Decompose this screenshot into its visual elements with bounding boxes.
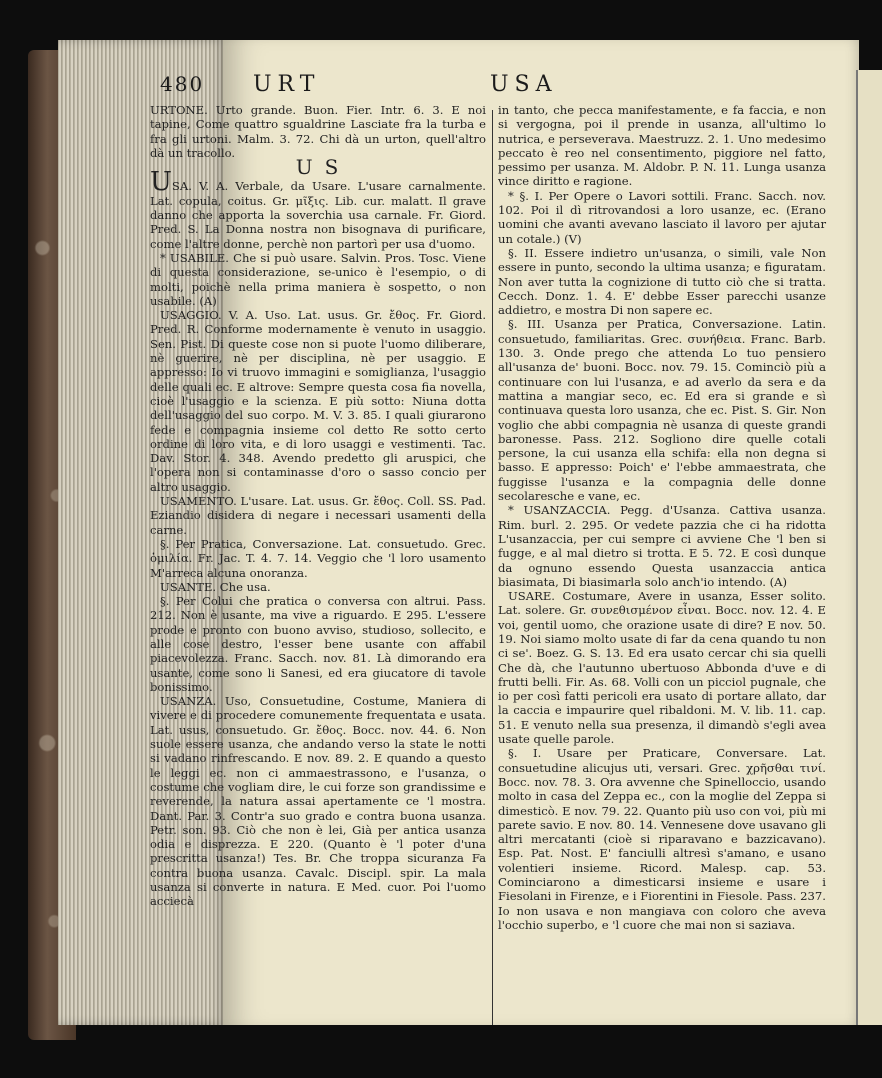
dictionary-entry: * §. I. Per Opere o Lavori sottili. Franc. Sacch. nov. 102. Poi il dì ritrovandosi a loro usanze, ec. (Erano uomini che avanti avevano lasciato il lavoro per ajutar un cotale.) (V) (498, 188, 826, 246)
dictionary-entry: USANTE. Che usa. (160, 579, 271, 594)
dictionary-entry: USAMENTO. L'usare. Lat. usus. Gr. ἔθος. Coll. SS. Pad. Eziandio disidera di negare i necessari usamenti della carne. (150, 494, 486, 537)
dictionary-entry: §. III. Usanza per Pratica, Conversazione. Latin. consuetudo, familiaritas. Grec. συνήθεια. Franc. Barb. 130. 3. Onde prego che attenda Lo tuo pensiero all'usanza de' buoni. Bocc. nov. 79. 15. Cominciò più a continuare con lui l'usanza, e ad averlo da sera e da mattina a mangiar seco, ec. Ed era si grande e sì continuava questa loro usanza, che ec. Pist. S. Gir. Non voglio che abbi compagnia nè usanza di queste grandi baronesse. Pass. 212. Sogliono dire quelle cotali persone, la cui usanza ella schifa: ella non degna si basso. E appresso: Poich' e' l'ebbe ammaestrata, che fuggisse l'usanza e la compagnia delle donne secolaresche e vane, ec. (498, 317, 826, 504)
dictionary-entry: * USABILE. Che si può usare. Salvin. Pros. Tosc. Viene di questa considerazione, se-unico è l'esempio, o di molti, poichè nella prima maniera è sospetto, o non usabile. (A) (150, 250, 486, 308)
dictionary-entry: URTONE. Urto grande. Buon. Fier. Intr. 6. 3. E noi tapine, Come quattro sgualdrine Lasciate fra la turba e fra gli urtoni. Malm. 3. 72. Chi dà un urton, quell'altro dà un tracollo. (150, 103, 486, 160)
dictionary-entry (150, 167, 486, 251)
page-number: 480 (160, 72, 205, 96)
dictionary-entry: USANZA. Uso, Consuetudine, Costume, Maniera di vivere e di procedere comunemente frequentata e usata. Lat. usus, consuetudo. Gr. ἔθος. Bocc. nov. 44. 6. Non suole essere usanza, che andando verso la state le notti si vadano rinfrescando. E nov. 89. 2. E quando a questo le leggi ec. non ci ammaestrassono, e l'usanza, o costume che vogliam dire, le cui forze son grandissime e reverende, la natura assai apertamente ce 'l mostra. Dant. Par. 3. Contr'a suo grado e contra buona usanza. Petr. son. 93. Ciò che non è lei, Già per antica usanza odia e disprezza. E 220. (Quanto è 'l poter d'una prescritta usanza!) Tes. Br. Che troppa sicuranza Fa contra buona usanza. Cavalc. Discipl. spir. La mala usanza si converte in natura. E Med. cuor. Poi l'uomo acciecà (150, 694, 486, 909)
section-title: US (295, 155, 351, 180)
running-head-right: USA (490, 72, 558, 97)
dictionary-entry: §. II. Essere indietro un'usanza, o simili, vale Non essere in punto, secondo la ultima usanza; e figuratam. Non aver tutta la cognizione di tutto ciò che si tratta. Cecch. Donz. 1. 4. E' debbe Esser parecchi usanze addietro, e mostra Di non sapere ec. (498, 245, 826, 318)
entry-text: SA. V. A. Verbale, da Usare. L'usare carnalmente. Lat. copula, coitus. Gr. μῖξις. Lib. cur. malatt. Il grave danno che apporta la soverchia usa carnale. Fr. Giord. Pred. S. La Donna nostra non bisognava di purificare, come l'altre donne, perchè non partorì per usa d'uomo. (150, 179, 486, 251)
right-text-column (498, 103, 826, 932)
column-divider (492, 110, 493, 1025)
dictionary-entry: §. Per Pratica, Conversazione. Lat. consuetudo. Grec. ὁμιλία. Fr. Jac. T. 4. 7. 14. Veggio che 'l loro usamento M'arreca alcuna onoranza. (150, 536, 486, 580)
running-head-left: URT (253, 72, 321, 97)
dictionary-entry: §. Per Colui che pratica o conversa con altrui. Pass. 212. Non è usante, ma vive a riguardo. E 295. L'essere prode e pronto con buono avviso, studioso, sollecito, e alle cose destro, l'esser bene usante con affabil piacevolezza. Franc. Sacch. nov. 81. Là dimorando era usante, come sono li Sanesi, ed era giucatore di tavole bonissimo. (150, 594, 486, 694)
dictionary-entry: §. I. Usare per Praticare, Conversare. Lat. consuetudine alicujus uti, versari. Grec. χρῆσθαι τινί. Bocc. nov. 78. 3. Ora avvenne che Spinelloccio, usando molto in casa del Zeppa ec., con la moglie del Zeppa si dimesticò. E nov. 79. 22. Quanto più uso con voi, più mi parete savio. E nov. 80. 14. Vennesene dove usavano gli altri mercatanti (cioè si riparavano e bazzicavano). Esp. Pat. Nost. E' fanciulli altresì s'amano, e usano volentieri insieme. Ricord. Malesp. cap. 53. Cominciarono a dimesticarsi insieme e usare i Fiesolani in Firenze, e i Fiorentini in Fiesole. Pass. 237. Io non usava e non mangiava con coloro che aveva l'occhio superbo, e 'l cuore che mai non si saziava. (498, 746, 826, 932)
dictionary-entry: USAGGIO. V. A. Uso. Lat. usus. Gr. ἔθος. Fr. Giord. Pred. R. Conforme modernamente è venuto in usaggio. Sen. Pist. Di queste cose non si puote l'uomo diliberare, nè guerire, nè per disciplina, nè per usaggio. E appresso: Io vi truovo immagini e somiglianza, l'usaggio delle quali ec. E altrove: Sempre questa cosa fia novella, cioè l'usaggio e la scienza. E più sotto: Niuna dotta dell'usaggio del suo corpo. M. V. 3. 85. I quali giurarono fede e compagnia insieme col detto Re sotto certo ordine di loro vita, e di loro usaggi e vestimenti. Tac. Dav. Stor. 4. 348. Avendo predetto gli aruspici, che l'opera non si contaminasse d'oro o sasso concio per altro usaggio. (150, 308, 486, 494)
drop-cap: U (150, 167, 172, 198)
dictionary-entry: in tanto, che pecca manifestamente, e fa faccia, e non si vergogna, poi il prende in usanza, all'ultimo lo nutrica, e perseverava. Maestruzz. 2. 1. Uno medesimo peccato è reo nel consentimento, piggiore nel fatto, pessimo per usanza. M. Aldobr. P. N. 11. Lunga usanza vince diritto e ragione. (498, 103, 826, 189)
facing-page-edge (856, 70, 882, 1025)
dictionary-entry: USARE. Costumare, Avere in usanza, Esser solito. Lat. solere. Gr. συνεθισμένον εἶναι. Bocc. nov. 12. 4. E voi, gentil uomo, che orazione usate di dire? E nov. 50. 19. Noi siamo molto usate di far da cena quando tu non ci se'. Boez. G. S. 13. Ed era usato cercar chi sia quelli Che dà, che l'autunno ubertuoso Abbonda d'uve e di frutti belli. Fir. As. 68. Volli con un picciol pugnale, che io per così fatti pericoli era usato di portare allato, dar la caccia e impaurire quel ribaldoni. M. V. lib. 11. cap. 51. E venuto nella sua presenza, il dimandò s'egli avea usate quelle parole. (498, 589, 826, 747)
dictionary-entry: * USANZACCIA. Pegg. d'Usanza. Cattiva usanza. Rim. burl. 2. 295. Or vedete pazzia che ci ha ridotta L'usanzaccia, per cui sempre ci avviene Che 'l ben si fugge, e al mal dietro si trotta. E 5. 72. E così dunque da ognuno essendo Questa usanzaccia antica biasimata, Di biasimarla solo anch'io intendo. (A) (498, 503, 826, 589)
left-text-column (150, 103, 486, 909)
